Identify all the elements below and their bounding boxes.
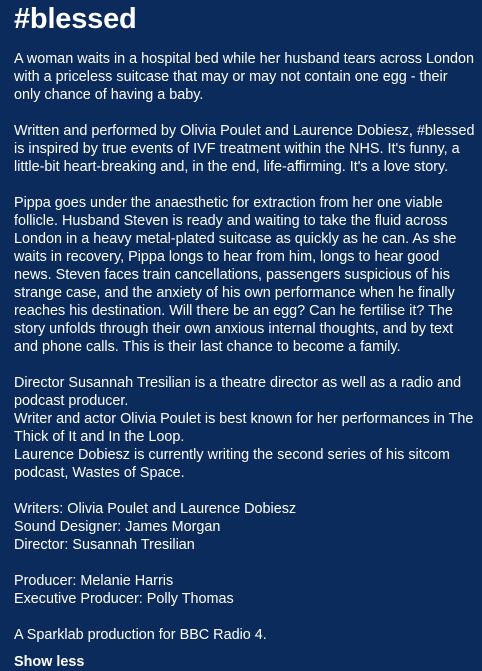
description-paragraph: [14, 194, 472, 356]
description-paragraph: [14, 122, 475, 176]
description-line: Writer and actor Olivia Poulet is best known for her performances in The: [14, 411, 474, 427]
description-paragraph: [14, 374, 472, 482]
description-line: A Sparklab production for BBC Radio 4.: [14, 627, 267, 643]
description-line: Pippa goes under the anaesthetic for extraction from her one viable: [14, 195, 443, 211]
show-less-link[interactable]: Show less: [14, 654, 85, 670]
description-line: Laurence Dobiesz is currently writing the second series of his sitcom: [14, 447, 450, 463]
description-line: Thick of It and In the Loop.: [14, 429, 185, 445]
description-line: Sound Designer: James Morgan: [14, 519, 221, 535]
description-line: A woman waits in a hospital bed while her husband tears across London: [14, 51, 474, 67]
description-line: Writers: Olivia Poulet and Laurence Dobiesz: [14, 501, 297, 517]
description-line: podcast producer.: [14, 393, 129, 409]
description-line: is inspired by true events of IVF treatment within the NHS. It's funny, a: [14, 141, 460, 157]
description-line: follicle. Husband Steven is ready and waiting to take the fluid across: [14, 213, 448, 229]
programme-description-page: [0, 2, 482, 670]
description-line: strange case, and the anxiety of his own performance when he finally: [14, 285, 455, 301]
description-line: waits in recovery, Pippa longs to hear from him, longs to hear good: [14, 249, 440, 265]
description-line: only chance of having a baby.: [14, 87, 204, 103]
description-line: Director Susannah Tresilian is a theatre director as well as a radio and: [14, 375, 462, 391]
description-paragraph: [14, 500, 472, 554]
description-paragraph: [14, 626, 472, 644]
description-line: story unfolds through their own anxious internal thoughts, and by text: [14, 321, 454, 337]
description-line: with a priceless suitcase that may or may not contain one egg - their: [14, 69, 448, 85]
description-line: Producer: Melanie Harris: [14, 573, 174, 589]
description-body: [14, 50, 475, 644]
description-line: London in a heavy metal-plated suitcase as quickly as he can. As she: [14, 231, 457, 247]
description-paragraph: [14, 50, 472, 104]
description-line: and phone calls. This is their last chance to become a family.: [14, 339, 401, 355]
description-line: reaches his destination. Will there be an egg? Can he fertilise it? The: [14, 303, 453, 319]
description-line: little-bit heart-breaking and, in the end, life-affirming. It's a love story.: [14, 159, 449, 175]
description-line: news. Steven faces train cancellations, passengers suspicious of his: [14, 267, 450, 283]
description-line: Director: Susannah Tresilian: [14, 537, 195, 553]
page-title: #blessed: [14, 3, 137, 35]
description-line: Executive Producer: Polly Thomas: [14, 591, 234, 607]
description-paragraph: [14, 572, 472, 608]
description-line: Written and performed by Olivia Poulet and Laurence Dobiesz, #blessed: [14, 123, 475, 139]
description-line: podcast, Wastes of Space.: [14, 465, 185, 481]
